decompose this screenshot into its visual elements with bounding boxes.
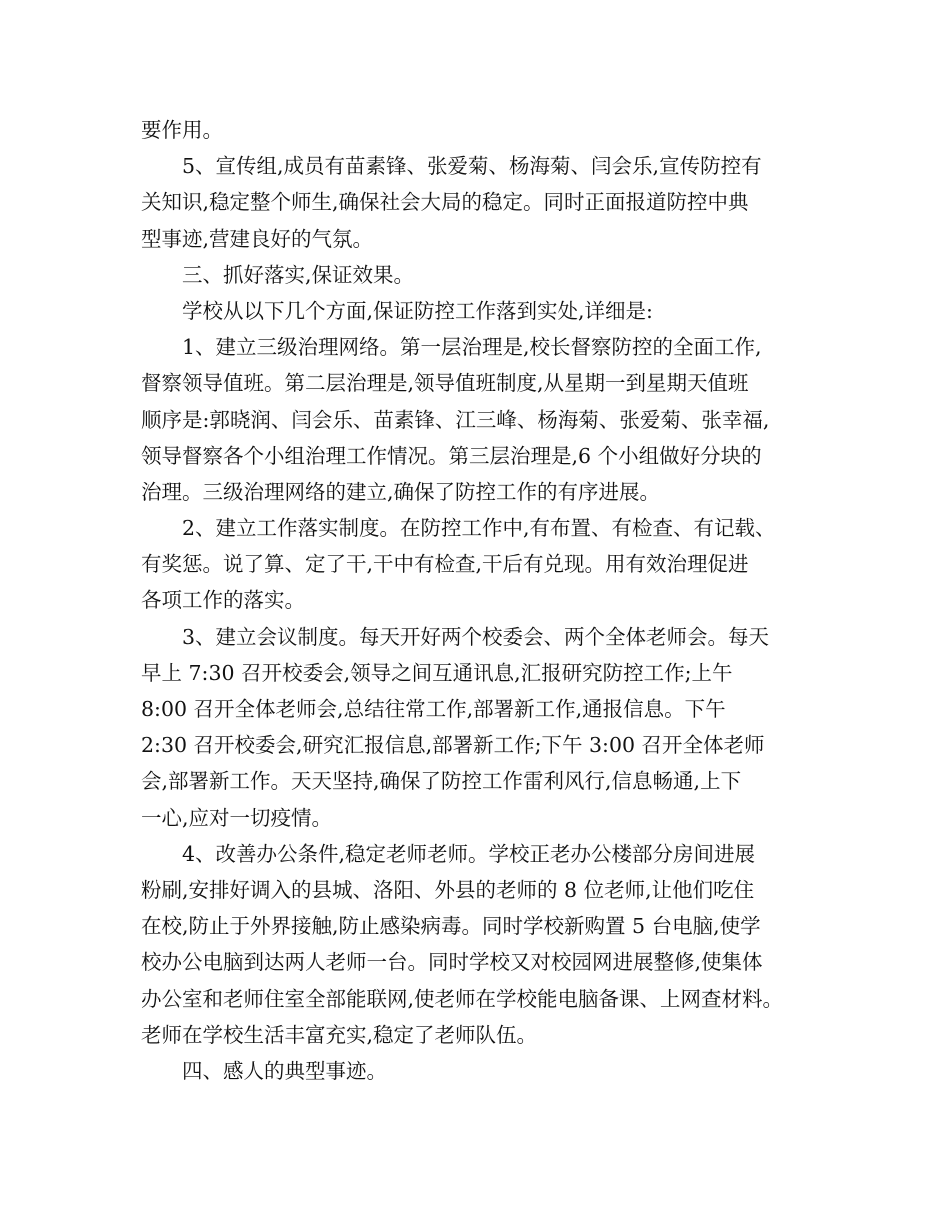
text-line: 一心,应对一切疫情。 <box>141 805 333 830</box>
text-line: 5、宣传组,成员有苗素锋、张爱菊、杨海菊、闫会乐,宣传防控有 <box>182 154 762 179</box>
text-line: 粉刷,安排好调入的县城、洛阳、外县的老师的 8 位老师,让他们吃住 <box>141 877 755 902</box>
text-line: 校办公电脑到达两人老师一台。同时学校又对校园网进展整修,使集体 <box>141 950 763 975</box>
text-line: 型事迹,营建良好的气氛。 <box>141 226 374 251</box>
text-line: 办公室和老师住室全部能联网,使老师在学校能电脑备课、上网查材料。 <box>141 986 784 1011</box>
text-line: 1、建立三级治理网络。第一层治理是,校长督察防控的全面工作, <box>182 335 762 360</box>
section-heading: 三、抓好落实,保证效果。 <box>182 262 415 287</box>
section-heading: 四、感人的典型事迹。 <box>182 1058 387 1083</box>
text-line: 治理。三级治理网络的建立,确保了防控工作的有序进展。 <box>141 479 661 504</box>
text-line: 顺序是:郭晓润、闫会乐、苗素锋、江三峰、杨海菊、张爱菊、张幸福, <box>141 407 770 432</box>
text-line: 学校从以下几个方面,保证防控工作落到实处,详细是: <box>182 298 653 323</box>
text-line: 领导督察各个小组治理工作情况。第三层治理是,6 个小组做好分块的 <box>141 443 762 468</box>
text-line: 各项工作的落实。 <box>141 588 305 613</box>
text-line: 有奖惩。说了算、定了干,干中有检查,干后有兑现。用有效治理促进 <box>141 552 749 577</box>
text-line: 3、建立会议制度。每天开好两个校委会、两个全体老师会。每天 <box>182 624 770 649</box>
text-line: 要作用。 <box>141 118 223 142</box>
text-line: 关知识,稳定整个师生,确保社会大局的稳定。同时正面报道防控中典 <box>141 190 749 215</box>
text-line: 在校,防止于外界接触,防止感染病毒。同时学校新购置 5 台电脑,使学 <box>141 914 761 939</box>
text-line: 8:00 召开全体老师会,总结往常工作,部署新工作,通报信息。下午 <box>141 697 726 721</box>
text-line: 督察领导值班。第二层治理是,领导值班制度,从星期一到星期天值班 <box>141 371 749 396</box>
text-line: 2、建立工作落实制度。在防控工作中,有布置、有检查、有记载、 <box>182 516 776 541</box>
document-body <box>141 112 811 1089</box>
text-line: 早上 7:30 召开校委会,领导之间互通讯息,汇报研究防控工作;上午 <box>141 660 733 685</box>
text-line: 4、改善办公条件,稳定老师老师。学校正老办公楼部分房间进展 <box>182 841 756 866</box>
text-line: 会,部署新工作。天天坚持,确保了防控工作雷利风行,信息畅通,上下 <box>141 769 742 794</box>
text-line: 2:30 召开校委会,研究汇报信息,部署新工作;下午 3:00 召开全体老师 <box>141 733 765 758</box>
text-line: 老师在学校生活丰富充实,稳定了老师队伍。 <box>141 1022 538 1047</box>
